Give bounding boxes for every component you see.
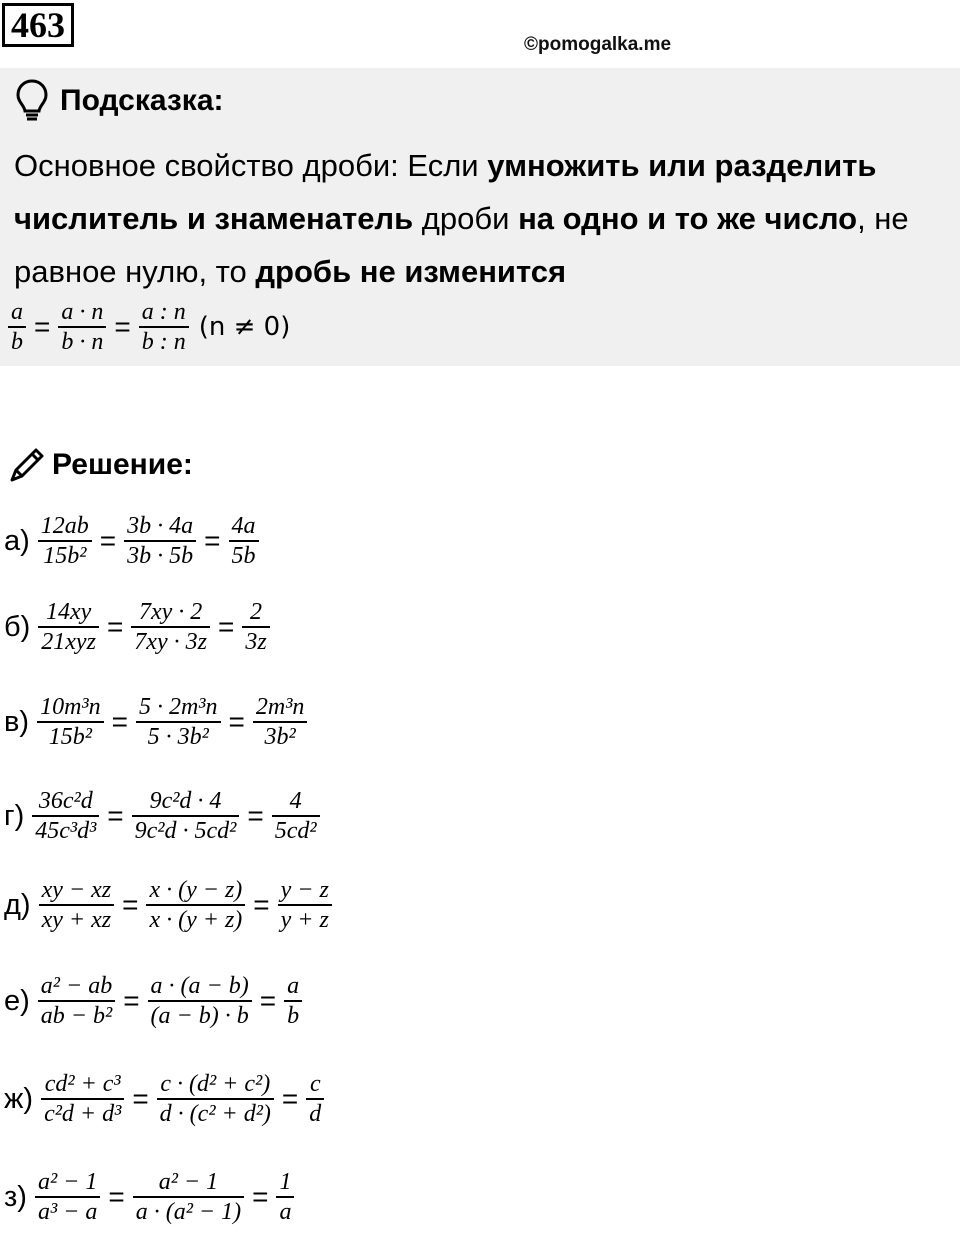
- pencil-icon: [6, 444, 48, 491]
- equals-sign: =: [123, 985, 140, 1016]
- fraction: $\frac{\text{a² − 1}}{\text{a · (a² − 1)}}$: [133, 1168, 244, 1226]
- fraction: $\frac{a}{b}$: [284, 972, 302, 1030]
- fraction: $\frac{\text{cd² + c³}}{\text{c²d + d³}}$: [41, 1070, 124, 1128]
- equals-sign: =: [108, 1181, 125, 1212]
- fraction: $\frac{\text{5 · 2m³n}}{\text{5 · 3b²}}$: [136, 693, 221, 751]
- solution-row: [4, 1168, 298, 1226]
- solution-row: [4, 876, 336, 934]
- solution-row: [4, 512, 263, 570]
- row-label: д): [4, 888, 31, 921]
- fraction: $\frac{xy - xz}{xy + xz}$: [39, 876, 115, 934]
- fraction: $\frac{\text{a² − 1}}{\text{a³ − a}}$: [35, 1168, 100, 1226]
- equals-sign: =: [281, 1083, 299, 1114]
- fraction: $\frac{y - z}{y + z}$: [278, 876, 332, 934]
- fraction: $\frac{\text{a² − ab}}{\text{ab − b²}}$: [38, 972, 115, 1030]
- fraction: $\frac{\text{c · (d² + c²)}}{\text{d · (c² + d²)}}$: [157, 1070, 274, 1128]
- fraction: $\frac{2}{3z}$: [242, 598, 269, 656]
- equals-sign: =: [107, 800, 124, 831]
- equals-sign: =: [253, 889, 270, 920]
- problem-number: 463: [2, 3, 74, 47]
- equals-sign: =: [111, 706, 128, 737]
- hint-line-2: числитель и знаменатель дроби на одно и то же число, не: [14, 201, 909, 236]
- fraction: $\frac{14xy}{\text{21xyz}}$: [38, 598, 99, 656]
- watermark: ©pomogalka.me: [524, 34, 672, 55]
- equals-sign: =: [259, 985, 277, 1016]
- solution-row: [4, 787, 324, 845]
- hint-line-1: Основное свойство дроби: Если умножить или разделить: [14, 148, 877, 183]
- row-label: в): [4, 705, 30, 738]
- equals-sign: =: [217, 611, 235, 642]
- equals-sign: =: [247, 800, 264, 831]
- fraction: $\frac{x \cdot (y - z)}{x \cdot (y + z)}$: [146, 876, 245, 934]
- fraction: $\frac{7xy \cdot 2}{7xy \cdot 3z}$: [131, 598, 210, 656]
- fraction: $\frac{\text{2m³n}}{\text{3b²}}$: [253, 693, 308, 751]
- fraction: $\frac{\text{10m³n}}{\text{15b²}}$: [37, 693, 104, 751]
- equals-sign: =: [122, 889, 139, 920]
- row-label: а): [4, 524, 30, 557]
- fraction: $\frac{a \cdot (a - b)}{(a - b) \cdot b}$: [148, 972, 252, 1030]
- solution-row: [4, 598, 274, 656]
- main-property-formula: $\frac{a}{b}$ = $\frac{a \cdot n}{b \cdot n}$ = $\frac{a : n}{b : n}$ (n ≠ 0): [4, 298, 290, 356]
- fraction: $\frac{\text{36c²d}}{\text{45c³d³}}$: [32, 787, 99, 845]
- row-label: ж): [4, 1082, 34, 1115]
- fraction: $\frac{\text{9c²d · 4}}{\text{9c²d · 5cd²}}$: [132, 787, 240, 845]
- equals-sign: =: [99, 525, 117, 556]
- row-label: е): [4, 984, 30, 1017]
- fraction: $\frac{4a}{5b}$: [229, 512, 259, 570]
- fraction: $\frac{3b \cdot 4a}{3b \cdot 5b}$: [124, 512, 196, 570]
- row-label: з): [4, 1180, 27, 1213]
- equals-sign: =: [228, 706, 245, 737]
- fraction: $\frac{c}{d}$: [306, 1070, 324, 1128]
- hint-title: Подсказка:: [60, 84, 224, 117]
- equals-sign: =: [204, 525, 221, 556]
- fraction: $\frac{1}{a}$: [276, 1168, 294, 1226]
- equals-sign: =: [132, 1083, 149, 1114]
- solution-row: [4, 972, 306, 1030]
- fraction: $\frac{12ab}{\text{15b²}}$: [38, 512, 92, 570]
- solution-title: Решение:: [52, 448, 193, 481]
- row-label: б): [4, 610, 31, 643]
- solution-row: [4, 1070, 328, 1128]
- fraction: $\frac{4}{\text{5cd²}}$: [272, 787, 320, 845]
- equals-sign: =: [252, 1181, 269, 1212]
- row-label: г): [4, 799, 25, 832]
- equals-sign: =: [106, 611, 124, 642]
- lightbulb-icon: [14, 78, 50, 127]
- hint-line-3: равное нулю, то дробь не изменится: [14, 254, 567, 289]
- solution-row: [4, 693, 311, 751]
